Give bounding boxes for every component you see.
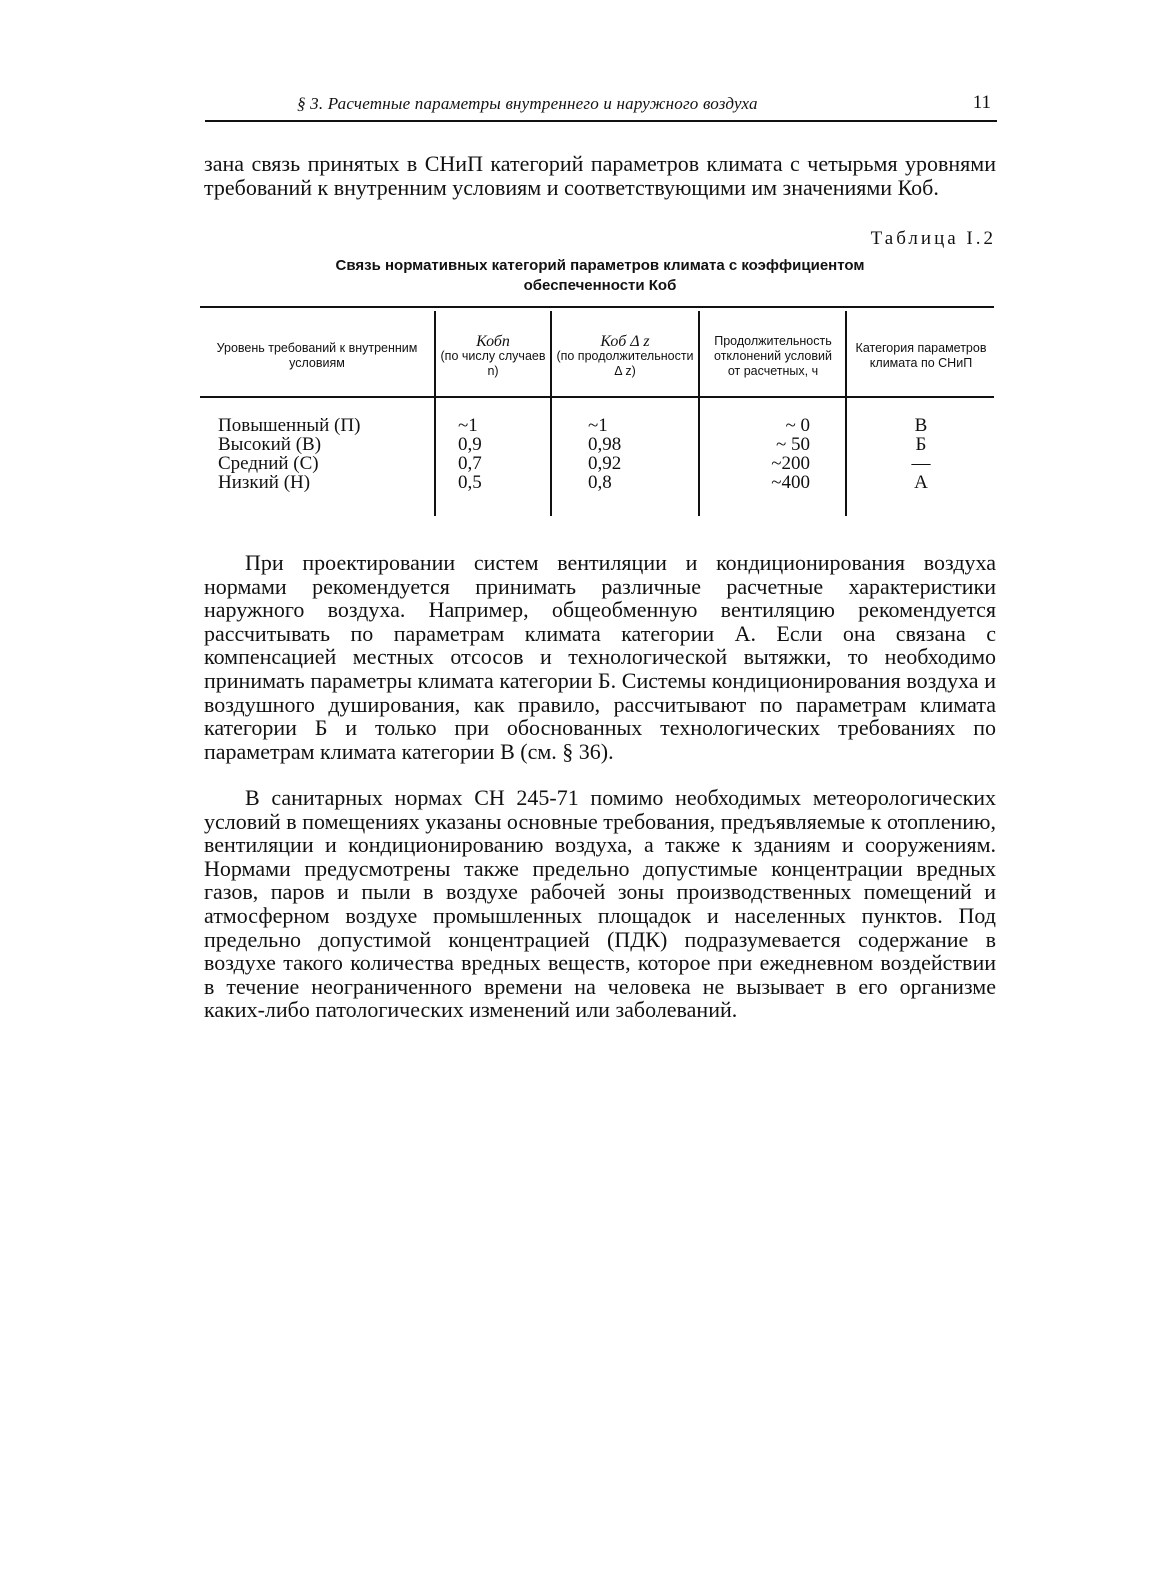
k-z-note: (по продолжительности Δ z) (556, 348, 694, 378)
k-n-column (458, 416, 508, 492)
duration-column (750, 416, 810, 492)
header-level: Уровень требований к внутренним условиям (216, 341, 418, 370)
column-divider (434, 311, 436, 516)
table-cell: 0,9 (458, 434, 482, 455)
table-cell: 0,92 (588, 453, 622, 474)
table-cell: 0,5 (458, 472, 482, 493)
table-cell: Повышенный (П) (218, 415, 361, 436)
table-cell: ~1 (588, 415, 608, 436)
table-cell: А (914, 472, 928, 493)
column-divider (698, 311, 700, 516)
column-divider (550, 311, 552, 516)
k-n-symbol: Кобn (476, 332, 510, 350)
table-cell: Средний (С) (218, 453, 319, 474)
table-cell: ~400 (771, 472, 810, 493)
table-cell: ~200 (771, 453, 810, 474)
category-column (910, 416, 932, 492)
header-duration: Продолжительность отклонений условий от расчетных, ч (714, 333, 832, 378)
table-cell: ~ 50 (775, 434, 810, 455)
table-cell: ~ 0 (785, 415, 810, 436)
table-label: Таблица I.2 (870, 228, 996, 249)
k-n-note: (по числу случаев n) (440, 348, 546, 378)
header-title: § 3. Расчетные параметры внутреннего и наружного воздуха (297, 94, 758, 113)
running-header (205, 88, 997, 122)
k-z-column (588, 416, 648, 492)
intro-paragraph: зана связь принятых в СНиП категорий параметров климата с четырьмя уровнями требований к внутренним условиям и соответствующими им значениями Коб. (204, 151, 996, 200)
header-k-z (556, 314, 694, 398)
header-k-n (438, 314, 548, 398)
body-paragraph-1: При проектировании систем вентиляции и кондиционирования воздуха нормами рекомендуется принимать различные расчетные характеристики наружного воздуха. Например, общеобменную вентиляцию рекомендуется рассчитывать по параметрам климата категории А. Если она связана с компенсацией местных отсосов и технологической вытяжки, то необходимо принимать параметры климата категории Б. Системы кондиционирования воздуха и воздушного душирования, как правило, рассчитывают по параметрам климата категории Б и только при обоснованных технологических требованиях по параметрам климата категории В (см. § 36). (204, 550, 996, 764)
table-cell: 0,7 (458, 453, 482, 474)
caption-line-2: обеспеченности Коб (523, 277, 677, 294)
table-cell: Высокий (В) (218, 434, 322, 455)
table-cell: 0,98 (588, 434, 622, 455)
table-cell: Б (915, 434, 927, 455)
table-cell: ~1 (458, 415, 478, 436)
body-paragraph-2: В санитарных нормах СН 245-71 помимо необходимых метеорологических условий в помещениях указаны основные требования, предъявляемые к отоплению, вентиляции и кондиционированию воздуха, а также к зданиям и сооружениям. Нормами предусмотрены также предельно допустимые концентрации вредных газов, паров и пыли в воздухе рабочей зоны производственных помещений и атмосферном воздухе промышленных площадок и населенных пунктов. Под предельно допустимой концентрацией (ПДК) подразумевается содержание в воздухе такого количества вредных веществ, которое при ежедневном воздействии в течение неограниченного времени на человека не вызывает в его организме каких-либо патологических изменений или заболеваний. (204, 785, 996, 1023)
table-cell: — (911, 453, 931, 474)
page-number: 11 (972, 92, 991, 113)
table-cell: Низкий (Н) (218, 472, 311, 493)
header-category: Категория параметров климата по СНиП (855, 341, 987, 370)
table-cell: 0,8 (588, 472, 612, 493)
table-caption (230, 256, 970, 296)
level-column (218, 416, 360, 492)
k-z-symbol: Коб Δ z (600, 332, 650, 350)
table-top-rule (200, 306, 994, 308)
climate-table (200, 306, 994, 516)
column-divider (845, 311, 847, 516)
table-cell: В (914, 415, 928, 436)
caption-line-1: Связь нормативных категорий параметров климата с коэффициентом (335, 257, 865, 274)
